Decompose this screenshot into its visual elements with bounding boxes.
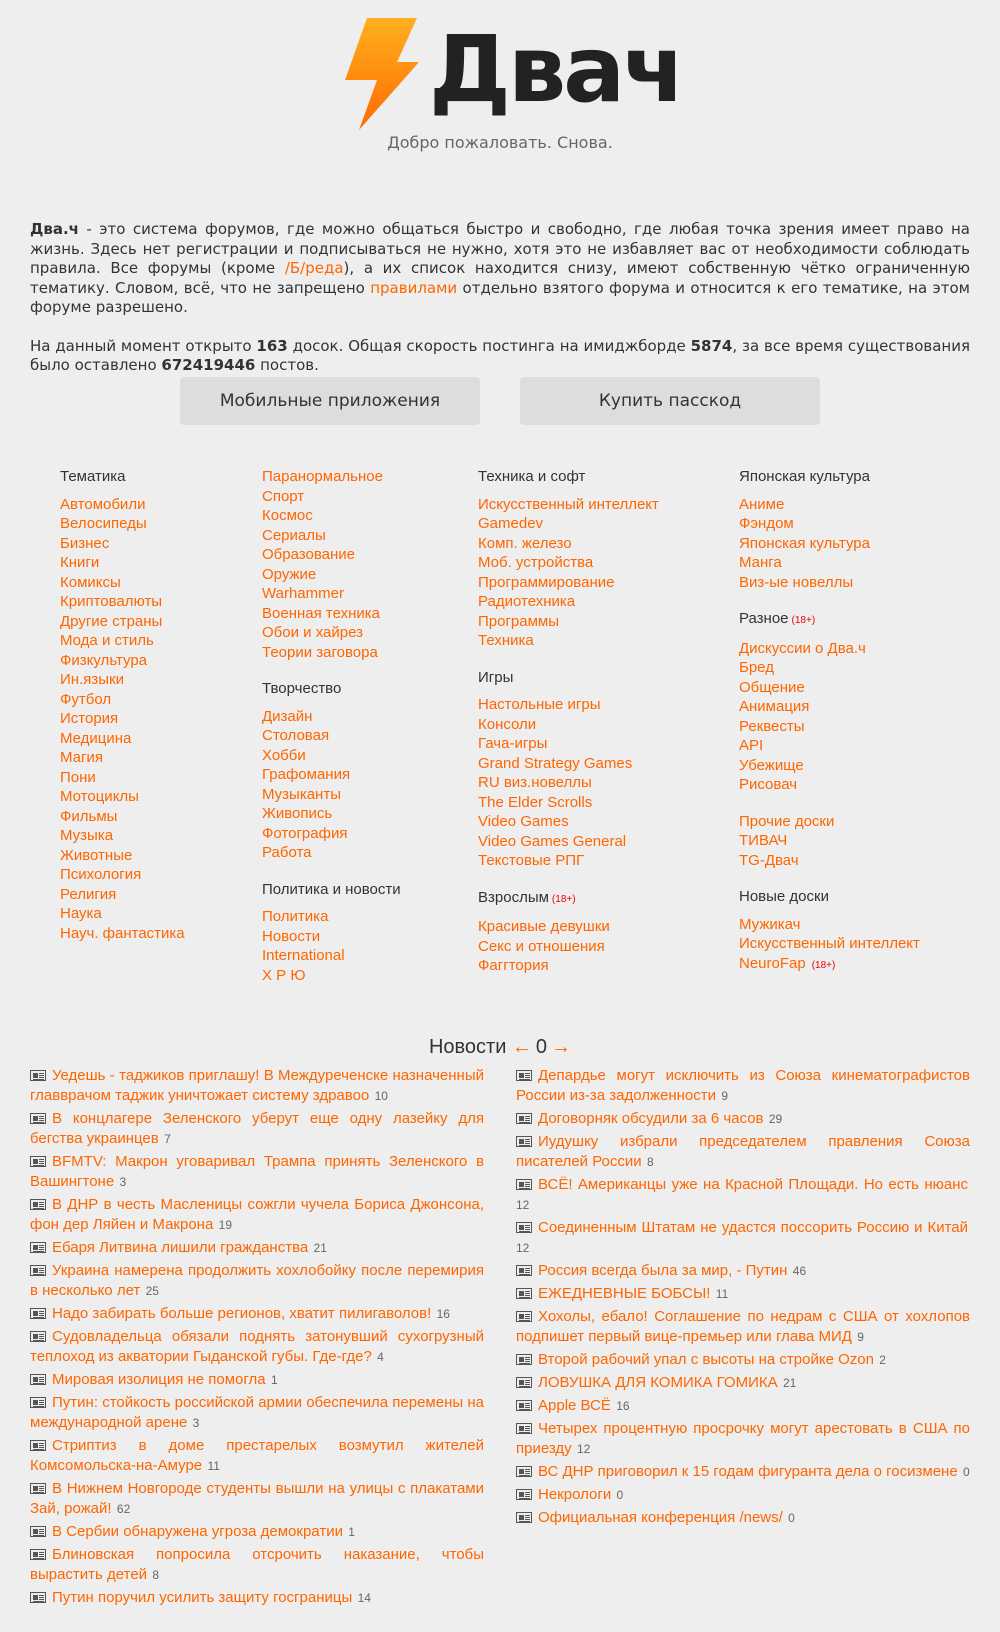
- board-link[interactable]: Дизайн: [262, 707, 313, 725]
- news-comment-count: 16: [612, 1399, 630, 1413]
- newspaper-icon: [516, 1423, 532, 1434]
- news-next-arrow[interactable]: →: [551, 1036, 572, 1058]
- news-item: [30, 1109, 484, 1149]
- board-link[interactable]: Работа: [262, 844, 312, 861]
- board-link[interactable]: Убежище: [739, 756, 804, 774]
- board-link[interactable]: Video Games General: [478, 832, 627, 850]
- newspaper-icon: [516, 1400, 532, 1411]
- board-link[interactable]: Оружие: [262, 565, 317, 583]
- board-link[interactable]: Столовая: [262, 727, 330, 744]
- news-comment-count: 8: [643, 1155, 654, 1169]
- news-item: [30, 1436, 484, 1476]
- board-link[interactable]: Сериалы: [262, 526, 326, 544]
- board-link[interactable]: Японская культура: [739, 534, 870, 552]
- news-comment-count: 21: [310, 1241, 327, 1255]
- board-link[interactable]: Программы: [478, 612, 560, 630]
- newspaper-icon: [30, 1308, 46, 1319]
- news-comment-count: 7: [160, 1132, 171, 1146]
- buy-passcode-button[interactable]: Купить пасскод: [520, 377, 820, 425]
- stats-text-d: постов.: [255, 356, 319, 374]
- news-comment-count: 0: [959, 1465, 970, 1479]
- board-link[interactable]: Комп. железо: [478, 534, 572, 552]
- board-link[interactable]: Новости: [262, 927, 321, 945]
- board-link[interactable]: Образование: [262, 546, 355, 563]
- news-list-left: [30, 1066, 484, 1611]
- news-comment-count: 0: [784, 1511, 795, 1525]
- board-link[interactable]: Дискуссии о Два.ч: [739, 639, 866, 657]
- age-restriction-badge: (18+): [811, 959, 836, 971]
- board-link[interactable]: Живопись: [262, 805, 333, 822]
- board-link[interactable]: API: [739, 737, 764, 754]
- board-link[interactable]: Другие страны: [60, 612, 163, 630]
- newspaper-icon: [30, 1265, 46, 1276]
- board-link[interactable]: Фильмы: [60, 807, 118, 825]
- news-item: [30, 1327, 484, 1367]
- news-comment-count: 4: [373, 1350, 384, 1364]
- news-item: [30, 1479, 484, 1519]
- news-item: [516, 1419, 970, 1459]
- board-group: [262, 880, 401, 986]
- newspaper-icon: [516, 1288, 532, 1299]
- newspaper-icon: [516, 1311, 532, 1322]
- board-link[interactable]: Паранормальное: [262, 468, 383, 485]
- board-link[interactable]: Физкультура: [60, 651, 148, 669]
- news-item: [30, 1261, 484, 1301]
- news-item: [30, 1238, 484, 1258]
- newspaper-icon: [516, 1113, 532, 1124]
- news-comment-count: 11: [204, 1459, 220, 1473]
- board-group: [60, 467, 185, 943]
- board-link[interactable]: Психология: [60, 866, 142, 883]
- news-link[interactable]: Договорняк обсудили за 6 часов: [538, 1110, 764, 1127]
- intro-paragraph-stats: [30, 337, 970, 376]
- newspaper-icon: [30, 1592, 46, 1603]
- board-link[interactable]: Бред: [739, 659, 774, 676]
- board-link[interactable]: Ин.языки: [60, 671, 124, 688]
- news-item: [30, 1152, 484, 1192]
- news-item: [516, 1462, 970, 1482]
- newspaper-icon: [30, 1483, 46, 1494]
- board-link[interactable]: Медицина: [60, 729, 132, 747]
- news-link[interactable]: Ебаря Литвина лишили гражданства: [52, 1239, 309, 1256]
- news-item: [516, 1066, 970, 1106]
- board-link[interactable]: Графомания: [262, 766, 351, 783]
- board-category-title: Тематика: [60, 468, 126, 485]
- board-link[interactable]: Криптовалюты: [60, 593, 163, 610]
- board-group: [478, 888, 659, 976]
- board-link[interactable]: Мотоциклы: [60, 788, 139, 805]
- intro-text-c: отдельно взятого форума и относится к его тематике, на этом форуме разрешено.: [30, 278, 970, 316]
- posting-speed: 5874: [690, 336, 733, 355]
- intro-text: [30, 220, 970, 395]
- total-posts: 672419446: [161, 356, 256, 374]
- news-comment-count: 29: [765, 1112, 783, 1126]
- newspaper-icon: [30, 1374, 46, 1385]
- board-link[interactable]: Grand Strategy Games: [478, 754, 633, 772]
- mobile-apps-button[interactable]: Мобильные приложения: [180, 377, 480, 425]
- board-link[interactable]: Политика: [262, 908, 329, 925]
- board-link[interactable]: Мода и стиль: [60, 632, 154, 649]
- board-link[interactable]: Настольные игры: [478, 696, 601, 713]
- board-link[interactable]: Консоли: [478, 715, 537, 733]
- stats-text-a: На данный момент открыто: [30, 336, 257, 355]
- news-link[interactable]: Судовладельца обязали поднять затонувший сухогрузный теплоход из акватории Гыданской губы. Где-где?: [30, 1328, 484, 1365]
- board-link[interactable]: Виз-ые новеллы: [739, 573, 854, 591]
- news-link[interactable]: Соединенным Штатам не удастся поссорить Россию и Китай: [538, 1219, 968, 1236]
- board-category-title: Игры: [478, 668, 514, 686]
- news-item: [30, 1393, 484, 1433]
- board-link[interactable]: Искусственный интеллект: [739, 935, 920, 952]
- board-link[interactable]: Х Р Ю: [262, 966, 306, 984]
- board-link[interactable]: Военная техника: [262, 604, 381, 622]
- news-comment-count: 1: [344, 1525, 355, 1539]
- news-item: [30, 1304, 484, 1324]
- board-link[interactable]: TG-Двач: [739, 851, 799, 869]
- board-link[interactable]: История: [60, 710, 119, 727]
- news-item: [30, 1370, 484, 1390]
- boards-count: 163: [256, 336, 288, 355]
- board-link[interactable]: Магия: [60, 749, 103, 766]
- news-link[interactable]: Хохолы, ебало! Соглашение по недрам с США от хохлопов подпишет первый вице-премьер или глава МИД: [516, 1308, 970, 1345]
- board-link[interactable]: Теории заговора: [262, 643, 378, 661]
- news-item: [516, 1485, 970, 1505]
- board-link[interactable]: Фаггтория: [478, 957, 549, 974]
- board-link[interactable]: Секс и отношения: [478, 937, 605, 955]
- boards-column-2: [262, 467, 401, 1002]
- board-category-title: Политика и новости: [262, 880, 401, 898]
- newspaper-icon: [516, 1489, 532, 1500]
- intro-text-a: - это система форумов, где можно общаться быстро и свободно, где любая точка зрения имеет право на жизнь. Здесь нет регистрации и подписываться не нужно, хотя это не избавляет вас от необходимости соблюдать правила. Все форумы (кроме: [30, 220, 970, 277]
- board-link[interactable]: Текстовые РПГ: [478, 852, 585, 869]
- board-link[interactable]: Мужикач: [739, 915, 801, 933]
- board-link[interactable]: Video Games: [478, 813, 569, 830]
- board-link[interactable]: Радиотехника: [478, 593, 576, 610]
- newspaper-icon: [30, 1331, 46, 1342]
- news-link[interactable]: Мировая изолиция не помогла: [52, 1371, 266, 1388]
- news-item: [516, 1175, 970, 1215]
- news-comment-count: 2: [875, 1353, 886, 1367]
- news-link[interactable]: Стриптиз в доме престарелых возмутил жителей Комсомольска-на-Амуре: [30, 1437, 484, 1474]
- board-group: [739, 609, 920, 795]
- news-link[interactable]: Украина намерена продолжить хохлобойку после перемирия в несколько лет: [30, 1262, 484, 1299]
- newspaper-icon: [516, 1222, 532, 1233]
- board-link[interactable]: Реквесты: [739, 717, 805, 735]
- newspaper-icon: [516, 1179, 532, 1190]
- board-link[interactable]: Книги: [60, 554, 100, 571]
- board-link[interactable]: NeuroFap (18+): [739, 954, 836, 972]
- board-category-title: Техника и софт: [478, 468, 586, 485]
- boards-column-4: [739, 467, 920, 992]
- news-item: [516, 1261, 970, 1281]
- news-link[interactable]: В ДНР в честь Масленицы сожгли чучела Бориса Джонсона, фон дер Ляйен и Макрона: [30, 1196, 484, 1233]
- newspaper-icon: [30, 1156, 46, 1167]
- news-item: [30, 1588, 484, 1608]
- news-list-right: [516, 1066, 970, 1531]
- board-link[interactable]: Общение: [739, 678, 805, 696]
- board-link[interactable]: Программирование: [478, 573, 615, 591]
- board-link[interactable]: Религия: [60, 885, 117, 903]
- intro-text-b: ), а их список находится снизу, имеют собственную чётко ограниченную тематику. Словом, всё, что не запрещено: [30, 259, 970, 297]
- news-item: [516, 1218, 970, 1258]
- news-comment-count: 12: [573, 1442, 591, 1456]
- news-comment-count: 16: [433, 1307, 450, 1321]
- board-link[interactable]: Комиксы: [60, 573, 121, 591]
- board-category-title: Разное (18+): [739, 610, 816, 627]
- news-link[interactable]: Иудушку избрали председателем правления Союза писателей России: [516, 1133, 970, 1170]
- board-group: [739, 887, 920, 975]
- stats-text-b: досок. Общая скорость постинга на имиджборде: [287, 336, 691, 355]
- board-link[interactable]: Фэндом: [739, 515, 794, 532]
- newspaper-icon: [30, 1549, 46, 1560]
- brand-name: Два.ч: [30, 220, 79, 238]
- news-comment-count: 46: [789, 1264, 807, 1278]
- news-item: [30, 1195, 484, 1235]
- board-link[interactable]: Красивые девушки: [478, 918, 610, 935]
- board-link[interactable]: Велосипеды: [60, 515, 147, 532]
- board-link[interactable]: RU виз.новеллы: [478, 774, 592, 791]
- newspaper-icon: [30, 1242, 46, 1253]
- news-header: [0, 1036, 1000, 1059]
- news-link[interactable]: Официальная конференция /news/: [538, 1509, 783, 1526]
- newspaper-icon: [30, 1440, 46, 1451]
- board-category-title: Японская культура: [739, 468, 870, 485]
- board-link[interactable]: Рисовач: [739, 776, 798, 793]
- board-category-title: Творчество: [262, 680, 342, 697]
- board-group: [262, 467, 401, 662]
- news-item: [516, 1396, 970, 1416]
- board-link[interactable]: Аниме: [739, 495, 785, 513]
- intro-paragraph-1: [30, 220, 970, 318]
- newspaper-icon: [516, 1466, 532, 1477]
- news-comment-count: 8: [149, 1568, 160, 1582]
- board-link[interactable]: Науч. фантастика: [60, 924, 185, 942]
- newspaper-icon: [516, 1136, 532, 1147]
- board-group: [739, 467, 920, 592]
- board-link[interactable]: Фотография: [262, 824, 348, 842]
- news-link[interactable]: BFMTV: Макрон уговаривал Трампа принять Зеленского в Вашингтоне: [30, 1153, 484, 1190]
- age-restriction-badge: (18+): [791, 615, 816, 626]
- board-link[interactable]: Техника: [478, 632, 534, 649]
- news-comment-count: 11: [712, 1287, 729, 1301]
- news-link[interactable]: Россия всегда была за мир, - Путин: [538, 1262, 788, 1279]
- board-group: [739, 812, 920, 871]
- board-link[interactable]: Музыка: [60, 827, 114, 844]
- news-comment-count: 12: [516, 1198, 530, 1212]
- board-link[interactable]: Наука: [60, 905, 102, 922]
- board-link[interactable]: International: [262, 947, 345, 964]
- board-category-title: Новые доски: [739, 888, 829, 905]
- news-link[interactable]: ЕЖЕДНЕВНЫЕ БОБСЫ!: [538, 1285, 711, 1302]
- news-link[interactable]: В концлагере Зеленского уберут еще одну лазейку для бегства украинцев: [30, 1110, 484, 1147]
- board-link[interactable]: Пони: [60, 768, 96, 786]
- news-item: [30, 1522, 484, 1542]
- board-link[interactable]: Спорт: [262, 487, 305, 505]
- news-prev-arrow[interactable]: ←: [511, 1036, 532, 1058]
- boards-column-3: [478, 467, 659, 993]
- news-link[interactable]: Apple ВСЁ: [538, 1397, 611, 1414]
- board-link[interactable]: Бизнес: [60, 534, 110, 552]
- news-link[interactable]: Уедешь - таджиков приглашу! В Междуреченске назначенный главврачом таджик уничтожает систему здравоо: [30, 1067, 484, 1104]
- news-link[interactable]: ВС ДНР приговорил к 15 годам фигуранта дела о госизмене: [538, 1463, 958, 1480]
- news-link[interactable]: В Нижнем Новгороде студенты вышли на улицы с плакатами Зай, рожай!: [30, 1480, 484, 1517]
- board-link[interactable]: Прочие доски: [739, 812, 835, 830]
- board-link[interactable]: Моб. устройства: [478, 554, 594, 571]
- board-link[interactable]: The Elder Scrolls: [478, 793, 593, 811]
- newspaper-icon: [516, 1377, 532, 1388]
- news-link[interactable]: В Сербии обнаружена угроза демократии: [52, 1523, 343, 1540]
- news-item: [516, 1373, 970, 1393]
- news-item: [30, 1066, 484, 1106]
- board-link[interactable]: Warhammer: [262, 585, 344, 602]
- newspaper-icon: [30, 1526, 46, 1537]
- news-comment-count: 19: [215, 1218, 232, 1232]
- board-link[interactable]: Gamedev: [478, 515, 544, 532]
- board-link[interactable]: Гача-игры: [478, 735, 548, 752]
- board-link[interactable]: Обои и хайрез: [262, 624, 363, 641]
- board-link[interactable]: Автомобили: [60, 495, 146, 513]
- board-link[interactable]: Музыканты: [262, 785, 341, 803]
- newspaper-icon: [516, 1512, 532, 1523]
- newspaper-icon: [516, 1265, 532, 1276]
- news-comment-count: 62: [113, 1502, 131, 1516]
- news-page-number: 0: [535, 1036, 548, 1058]
- b-board-link[interactable]: /Б/реда: [284, 259, 344, 277]
- news-item: [516, 1508, 970, 1528]
- news-link[interactable]: Некрологи: [538, 1486, 612, 1503]
- news-item: [516, 1350, 970, 1370]
- boards-column-1: [60, 467, 185, 960]
- stats-text-c: , за все время существования было оставлено: [30, 336, 970, 374]
- news-comment-count: 1: [267, 1373, 278, 1387]
- board-link[interactable]: ТИВАЧ: [739, 832, 788, 849]
- board-group: [262, 679, 401, 863]
- board-link[interactable]: Космос: [262, 507, 313, 524]
- news-item: [516, 1132, 970, 1172]
- news-item: [516, 1284, 970, 1304]
- news-link[interactable]: ВСЁ! Американцы уже на Красной Площади. Но есть нюанс: [538, 1176, 968, 1193]
- news-comment-count: 12: [516, 1241, 530, 1255]
- newspaper-icon: [30, 1113, 46, 1124]
- news-title: Новости: [428, 1036, 507, 1058]
- board-link[interactable]: Хобби: [262, 746, 306, 764]
- newspaper-icon: [516, 1354, 532, 1365]
- board-link[interactable]: Анимация: [739, 698, 810, 715]
- board-group: [478, 467, 659, 651]
- board-link[interactable]: Животные: [60, 846, 133, 864]
- news-comment-count: 25: [142, 1284, 159, 1298]
- news-link[interactable]: Блиновская попросила отсрочить наказание, чтобы вырастить детей: [30, 1546, 484, 1583]
- board-link[interactable]: Манга: [739, 554, 782, 571]
- news-comment-count: 10: [371, 1089, 388, 1103]
- news-link[interactable]: Путин: стойкость российской армии обеспечила перемены на международной арене: [30, 1394, 484, 1431]
- logo-text: Двач: [429, 16, 683, 123]
- newspaper-icon: [516, 1070, 532, 1081]
- news-item: [516, 1109, 970, 1129]
- lightning-bolt-icon: [345, 18, 425, 130]
- newspaper-icon: [30, 1070, 46, 1081]
- board-category-title: Взрослым (18+): [478, 888, 576, 906]
- news-comment-count: 9: [853, 1330, 864, 1344]
- board-group: [478, 668, 659, 871]
- board-link[interactable]: Футбол: [60, 690, 112, 708]
- news-comment-count: 9: [718, 1089, 729, 1103]
- news-link[interactable]: Второй рабочий упал с высоты на стройке Ozon: [538, 1351, 874, 1368]
- news-link[interactable]: ЛОВУШКА ДЛЯ КОМИКА ГОМИКА: [538, 1374, 778, 1391]
- news-link[interactable]: Путин поручил усилить защиту госграницы: [52, 1589, 353, 1606]
- board-link[interactable]: Искусственный интеллект: [478, 495, 659, 513]
- newspaper-icon: [30, 1397, 46, 1408]
- news-item: [516, 1307, 970, 1347]
- slogan: Добро пожаловать. Снова.: [387, 133, 613, 152]
- news-link[interactable]: Четырех процентную просрочку могут арестовать в США по приезду: [516, 1420, 970, 1457]
- news-link[interactable]: Надо забирать больше регионов, хватит пилигаволов!: [52, 1305, 432, 1322]
- news-link[interactable]: Депардье могут исключить из Союза кинематографистов России из-за задолженности: [516, 1067, 970, 1104]
- news-comment-count: 0: [613, 1488, 624, 1502]
- rules-link[interactable]: правилами: [370, 278, 458, 297]
- news-item: [30, 1545, 484, 1585]
- newspaper-icon: [30, 1199, 46, 1210]
- news-comment-count: 3: [116, 1175, 127, 1189]
- news-comment-count: 21: [779, 1376, 797, 1390]
- news-comment-count: 3: [189, 1416, 200, 1430]
- news-comment-count: 14: [354, 1591, 371, 1605]
- age-restriction-badge: (18+): [551, 893, 576, 905]
